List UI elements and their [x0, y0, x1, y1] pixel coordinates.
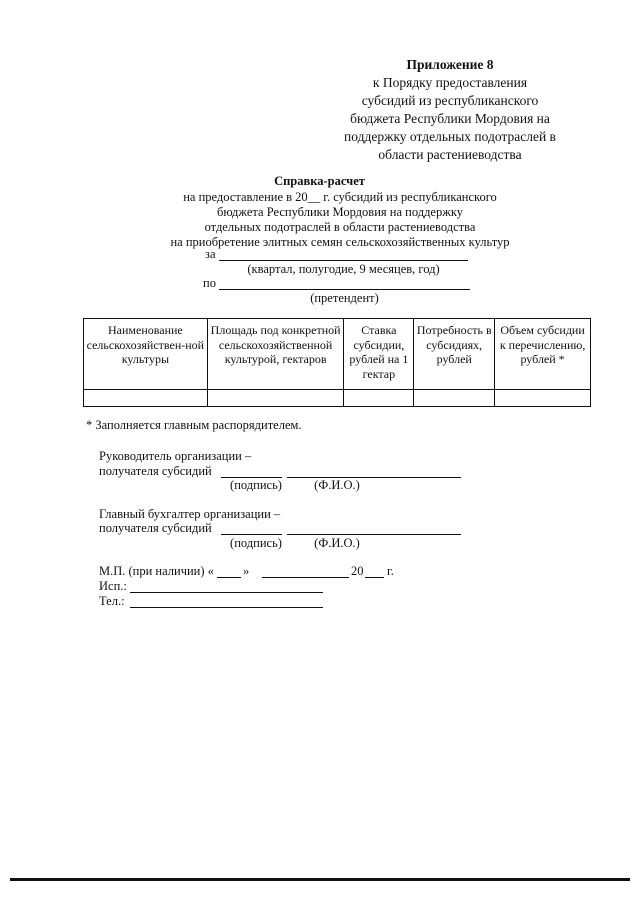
accountant-label-line1: Главный бухгалтер организации –: [99, 507, 281, 521]
table-cell[interactable]: [495, 390, 591, 407]
executor-label: Исп.:: [99, 579, 127, 593]
subtitle-line: отдельных подотраслей в области растениеводства: [204, 220, 476, 234]
date-quote-close: »: [243, 564, 250, 578]
appendix-header: [290, 56, 610, 164]
header-need: Потребность в субсидиях, рублей: [414, 319, 495, 390]
period-caption: (квартал, полугодие, 9 месяцев, год): [247, 262, 440, 276]
phone-label: Тел.:: [99, 594, 125, 608]
footnote: * Заполняется главным распорядителем.: [86, 418, 302, 432]
date-day-field[interactable]: [217, 564, 241, 578]
head-label-line1: Руководитель организации –: [99, 449, 252, 463]
table-cell[interactable]: [414, 390, 495, 407]
head-name-field[interactable]: [287, 464, 461, 478]
table-cell[interactable]: [207, 390, 344, 407]
header-amount: Объем субсидии к перечислению, рублей *: [495, 319, 591, 390]
date-month-field[interactable]: [262, 564, 349, 578]
head-label-line2: получателя субсидий: [99, 464, 212, 478]
appendix-line: бюджета Республики Мордовия на: [350, 111, 550, 126]
subtitle-line: на приобретение элитных семян сельскохозяйственных культур: [170, 235, 510, 249]
phone-field[interactable]: [130, 594, 323, 608]
table-header-row: [84, 319, 591, 390]
accountant-name-field[interactable]: [287, 521, 461, 535]
header-crop-name: Наименование сельскохозяйствен-ной культуры: [84, 319, 208, 390]
table-cell[interactable]: [344, 390, 414, 407]
appendix-line: поддержку отдельных подотраслей в: [344, 129, 556, 144]
appendix-line: к Порядку предоставления: [372, 75, 528, 90]
period-prefix: за: [205, 247, 216, 261]
appendix-title: Приложение 8: [406, 57, 494, 72]
applicant-prefix: по: [203, 276, 216, 290]
period-field[interactable]: [219, 247, 468, 261]
date-year-prefix: 20: [351, 564, 364, 578]
appendix-line: субсидий из республиканского: [361, 93, 539, 108]
accountant-name-caption: (Ф.И.О.): [314, 536, 360, 550]
accountant-sign-caption: (подпись): [230, 536, 282, 550]
page-bottom-rule: [10, 878, 630, 881]
executor-field[interactable]: [130, 579, 323, 593]
form-title: Справка-расчет: [274, 174, 365, 188]
applicant-field[interactable]: [219, 276, 470, 290]
head-sign-field[interactable]: [221, 464, 282, 478]
accountant-sign-field[interactable]: [221, 521, 282, 535]
date-year-suffix: г.: [387, 564, 394, 578]
accountant-label-line2: получателя субсидий: [99, 521, 212, 535]
stamp-prefix: М.П. (при наличии) «: [99, 564, 214, 578]
head-sign-caption: (подпись): [230, 478, 282, 492]
form-subtitle: [130, 190, 550, 250]
table-cell[interactable]: [84, 390, 208, 407]
subsidy-table: [83, 318, 591, 407]
applicant-caption: (претендент): [310, 291, 379, 305]
header-rate: Ставка субсидии, рублей на 1 гектар: [344, 319, 414, 390]
subtitle-line: бюджета Республики Мордовия на поддержку: [216, 205, 464, 219]
appendix-line: области растениеводства: [378, 147, 522, 162]
head-name-caption: (Ф.И.О.): [314, 478, 360, 492]
table-row: [84, 390, 591, 407]
header-area: Площадь под конкретной сельскохозяйственной культурой, гектаров: [207, 319, 344, 390]
date-year-field[interactable]: [365, 564, 384, 578]
subtitle-line: на предоставление в 20__ г. субсидий из республиканского: [183, 190, 497, 204]
